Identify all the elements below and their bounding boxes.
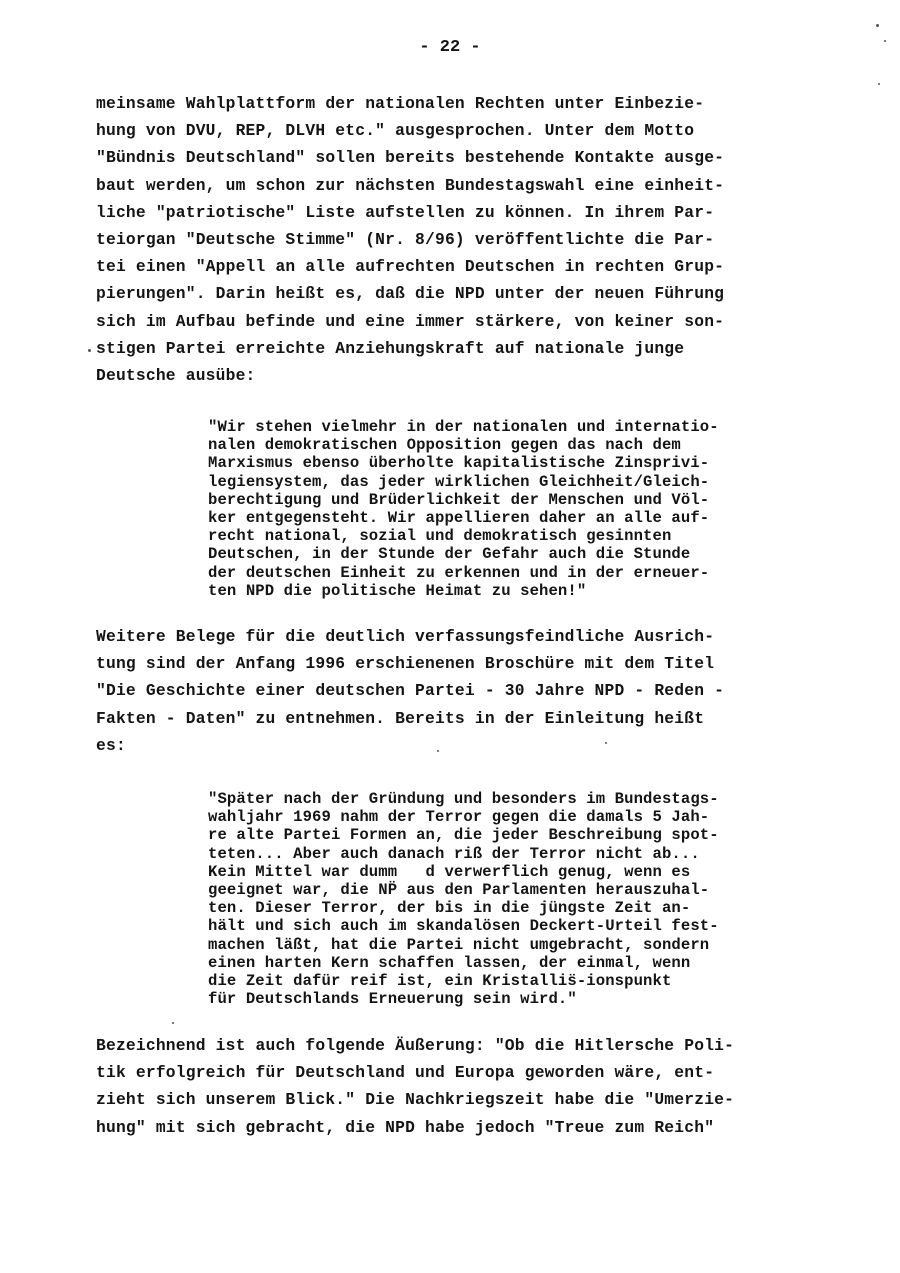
text-line: tung sind der Anfang 1996 erschienenen Broschüre mit dem Titel bbox=[96, 654, 715, 674]
text-line: zieht sich unserem Blick." Die Nachkriegszeit habe die "Umerzie- bbox=[96, 1090, 735, 1110]
quote-line: "Später nach der Gründung und besonders im Bundestags- bbox=[208, 790, 719, 808]
text-line: teiorgan "Deutsche Stimme" (Nr. 8/96) veröffentlichte die Par- bbox=[96, 230, 715, 250]
quote-line: recht national, sozial und demokratisch gesinnten bbox=[208, 527, 672, 546]
text-line: baut werden, um schon zur nächsten Bundestagswahl eine einheit- bbox=[96, 175, 725, 195]
scan-speck bbox=[172, 1022, 174, 1024]
quote-line: legiensystem, das jeder wirklichen Gleichheit/Gleich- bbox=[208, 472, 710, 491]
text-line: sich im Aufbau befinde und eine immer stärkere, von keiner son- bbox=[96, 311, 725, 331]
body-paragraph-3 bbox=[96, 1032, 734, 1141]
quote-line: der deutschen Einheit zu erkennen und in der erneuer- bbox=[208, 563, 710, 582]
text-line: Fakten - Daten" zu entnehmen. Bereits in der Einleitung heißt bbox=[96, 708, 705, 728]
text-line: Deutsche ausübe: bbox=[96, 366, 256, 386]
text-line: stigen Partei erreichte Anziehungskraft auf nationale junge bbox=[96, 338, 685, 358]
block-quote-2 bbox=[208, 790, 719, 1008]
quote-line: teten... Aber auch danach riß der Terror nicht ab... bbox=[208, 844, 700, 863]
scan-speck bbox=[437, 750, 439, 752]
quote-line: Marxismus ebenso überholte kapitalistische Zinsprivi- bbox=[208, 454, 710, 473]
quote-line: "Wir stehen vielmehr in der nationalen und internatio- bbox=[208, 418, 719, 436]
text-line: hung" mit sich gebracht, die NPD habe jedoch "Treue zum Reich" bbox=[96, 1117, 715, 1137]
quote-line: die Zeit dafür reif ist, ein Kristallis̈-ionspunkt bbox=[208, 972, 672, 991]
text-line: tei einen "Appell an alle aufrechten Deutschen in rechten Grup- bbox=[96, 257, 725, 277]
text-line: "Bündnis Deutschland" sollen bereits bestehende Kontakte ausge- bbox=[96, 148, 725, 168]
body-paragraph-2 bbox=[96, 623, 724, 759]
text-line: es: bbox=[96, 735, 126, 755]
quote-line: Deutschen, in der Stunde der Gefahr auch die Stunde bbox=[208, 545, 691, 564]
text-line: Bezeichnend ist auch folgende Äußerung: "Ob die Hitlersche Poli- bbox=[96, 1036, 735, 1055]
scan-speck bbox=[884, 40, 886, 42]
quote-line: ten. Dieser Terror, der bis in die jüngste Zeit an- bbox=[208, 899, 691, 918]
text-line: pierungen". Darin heißt es, daß die NPD unter der neuen Führung bbox=[96, 284, 725, 304]
text-line: "Die Geschichte einer deutschen Partei - 30 Jahre NPD - Reden - bbox=[96, 681, 725, 701]
quote-line: berechtigung und Brüderlichkeit der Menschen und Völ- bbox=[208, 490, 710, 509]
quote-line: re alte Partei Formen an, die jeder Beschreibung spot- bbox=[208, 826, 719, 845]
quote-line: geeignet war, die NP̈ aus den Parlamenten herauszuhal- bbox=[208, 881, 710, 900]
text-line: meinsame Wahlplattform der nationalen Rechten unter Einbezie- bbox=[96, 94, 705, 113]
block-quote-1 bbox=[208, 418, 719, 600]
quote-line: ker entgegensteht. Wir appellieren daher an alle auf- bbox=[208, 509, 710, 528]
text-line: tik erfolgreich für Deutschland und Europa geworden wäre, ent- bbox=[96, 1063, 715, 1083]
quote-line: hält und sich auch im skandalösen Deckert-Urteil fest- bbox=[208, 917, 719, 936]
quote-line: ten NPD die politische Heimat zu sehen!" bbox=[208, 581, 587, 600]
text-line: Weitere Belege für die deutlich verfassungsfeindliche Ausrich- bbox=[96, 627, 715, 646]
scan-speck bbox=[605, 742, 607, 744]
scan-speck bbox=[88, 349, 91, 352]
page-number: - 22 - bbox=[419, 38, 481, 57]
text-line: liche "patriotische" Liste aufstellen zu können. In ihrem Par- bbox=[96, 202, 715, 222]
quote-line: einen harten Kern schaffen lassen, der einmal, wenn bbox=[208, 953, 691, 972]
quote-line: nalen demokratischen Opposition gegen das nach dem bbox=[208, 436, 681, 455]
scan-speck bbox=[876, 24, 879, 27]
text-line: hung von DVU, REP, DLVH etc." ausgesprochen. Unter dem Motto bbox=[96, 121, 695, 141]
quote-line: Kein Mittel war dumm d verwerflich genug, wenn es bbox=[208, 862, 691, 881]
quote-line: wahljahr 1969 nahm der Terror gegen die damals 5 Jah- bbox=[208, 808, 710, 827]
quote-line: für Deutschlands Erneuerung sein wird." bbox=[208, 990, 577, 1009]
scan-speck bbox=[878, 83, 880, 85]
body-paragraph-1 bbox=[96, 90, 724, 389]
quote-line: machen läßt, hat die Partei nicht umgebracht, sondern bbox=[208, 935, 710, 954]
